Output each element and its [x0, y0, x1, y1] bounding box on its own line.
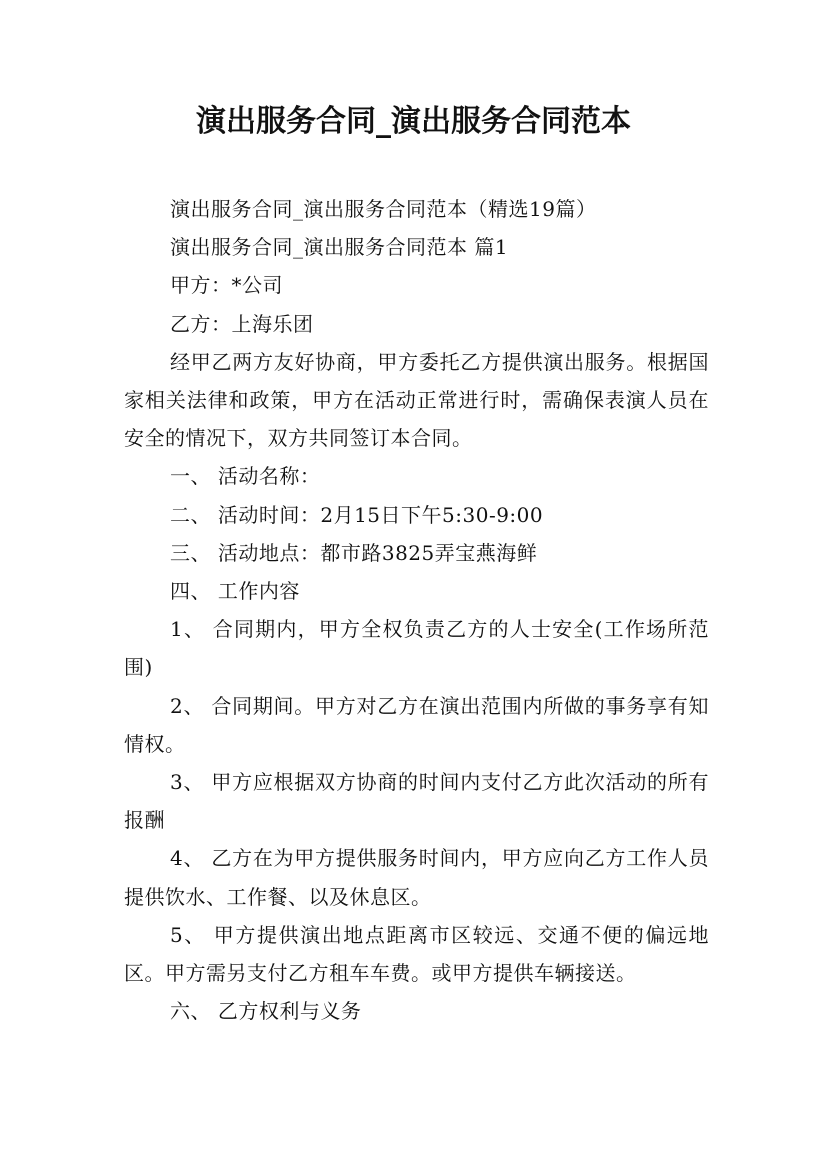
paragraph-item-3: 3、 甲方应根据双方协商的时间内支付乙方此次活动的所有报酬 — [124, 770, 709, 833]
paragraph-activity-time: 二、 活动时间：2月15日下午5:30-9:00 — [170, 502, 544, 527]
paragraph-intro: 经甲乙两方友好协商，甲方委托乙方提供演出服务。根据国家相关法律和政策，甲方在活动正常进行时，需确保表演人员在安全的情况下，双方共同签订本合同。 — [124, 349, 709, 451]
paragraph-activity-location: 三、 活动地点：都市路3825弄宝燕海鲜 — [170, 540, 538, 565]
paragraph-party-a: 甲方：*公司 — [170, 273, 283, 298]
paragraph-work-content: 四、 工作内容 — [170, 579, 300, 604]
paragraph-item-4: 4、 乙方在为甲方提供服务时间内，甲方应向乙方工作人员提供饮水、工作餐、以及休息区。 — [124, 846, 709, 909]
paragraph-item-2: 2、 合同期间。甲方对乙方在演出范围内所做的事务享有知情权。 — [124, 693, 709, 756]
paragraph-section-heading: 演出服务合同_演出服务合同范本 篇1 — [170, 235, 509, 260]
document-title: 演出服务合同_演出服务合同范本 — [196, 104, 631, 139]
paragraph-rights-obligations: 六、 乙方权利与义务 — [170, 999, 362, 1024]
paragraph-activity-name: 一、 活动名称： — [170, 464, 321, 489]
document-body — [124, 190, 709, 1030]
paragraph-item-5: 5、 甲方提供演出地点距离市区较远、交通不便的偏远地区。甲方需另支付乙方租车车费。或甲方提供车辆接送。 — [124, 922, 709, 986]
paragraph-party-b: 乙方：上海乐团 — [170, 311, 314, 336]
paragraph-subtitle: 演出服务合同_演出服务合同范本（精选19篇） — [170, 197, 597, 221]
paragraph-item-1: 1、 合同期内，甲方全权负责乙方的人士安全(工作场所范围) — [124, 617, 709, 680]
